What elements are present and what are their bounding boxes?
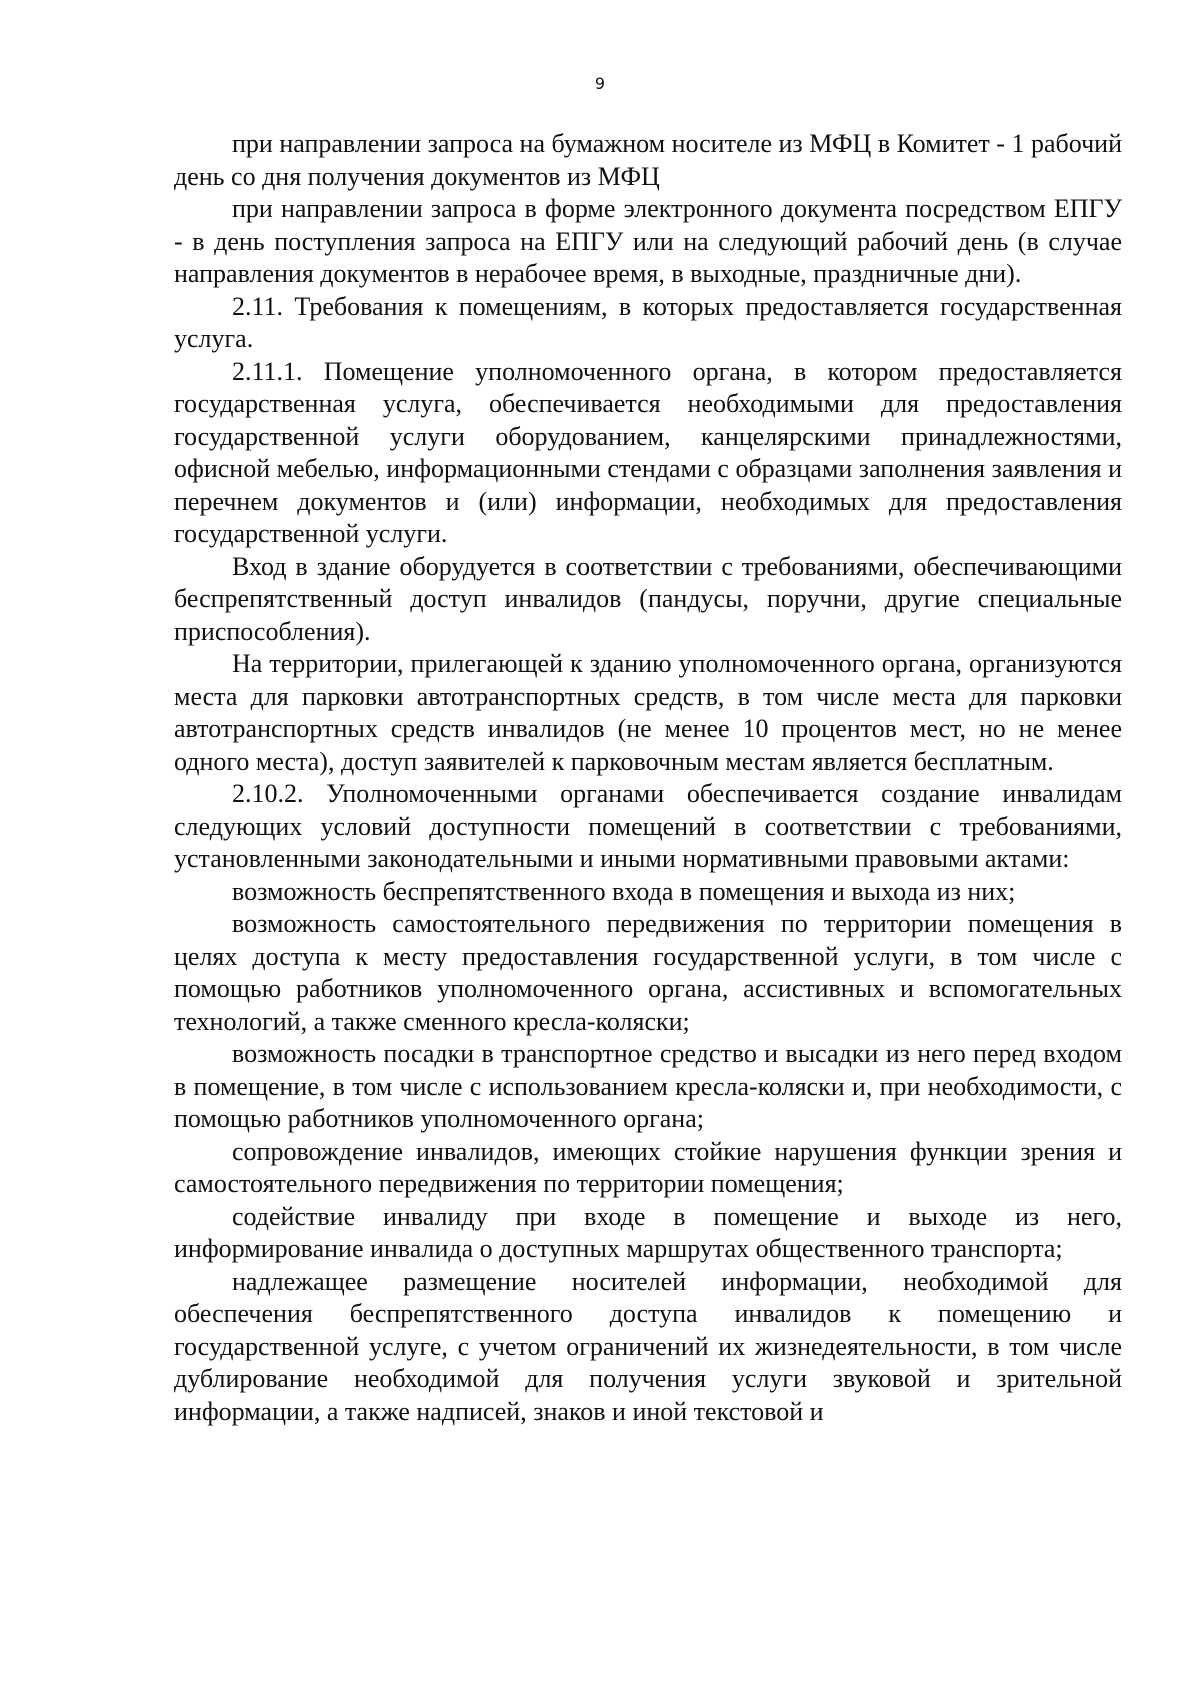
paragraph-section-2-11-heading: 2.11. Требования к помещениям, в которых предоставляется государственная услуга. bbox=[174, 291, 1122, 353]
paragraph-parking: На территории, прилегающей к зданию уполномоченного органа, организуются места для парковки автотранспортных средств, в том числе места для парковки автотранспортных средств инвалидов (не менее 10 процентов мест, но не менее одного места), доступ заявителей к парковочным местам является бесплатным. bbox=[174, 649, 1122, 776]
document-body bbox=[174, 128, 1122, 1428]
paragraph-section-2-10-2: 2.10.2. Уполномоченными органами обеспечивается создание инвалидам следующих условий доступности помещений в соответствии с требованиями, установленными законодательными и иными нормативными правовыми актами: bbox=[174, 779, 1122, 873]
paragraph-section-2-11-1: 2.11.1. Помещение уполномоченного органа, в котором предоставляется государственная услуга, обеспечивается необходимыми для предоставления государственной услуги оборудованием, канцелярскими принадлежностями, офисной мебелью, информационными стендами с образцами заполнения заявления и перечнем документов и (или) информации, необходимых для предоставления государственной услуги. bbox=[174, 356, 1122, 548]
paragraph-vehicle-boarding: возможность посадки в транспортное средство и высадки из него перед входом в помещение, в том числе с использованием кресла-коляски и, при необходимости, с помощью работников уполномоченного органа; bbox=[174, 1039, 1122, 1133]
paragraph-assistance-transport-info: содействие инвалиду при входе в помещение и выходе из него, информирование инвалида о доступных маршрутах общественного транспорта; bbox=[174, 1201, 1122, 1263]
paragraph-information-placement: надлежащее размещение носителей информации, необходимой для обеспечения беспрепятственного доступа инвалидов к помещению и государственной услуге, с учетом ограничений их жизнедеятельности, в том числе дублирование необходимой для получения услуги звуковой и зрительной информации, а также надписей, знаков и иной текстовой и bbox=[174, 1266, 1122, 1426]
paragraph-independent-movement: возможность самостоятельного передвижения по территории помещения в целях доступа к месту предоставления государственной услуги, в том числе с помощью работников уполномоченного органа, ассистивных и вспомогательных технологий, а также сменного кресла-коляски; bbox=[174, 909, 1122, 1036]
paragraph-electronic-request-timing: при направлении запроса в форме электронного документа посредством ЕПГУ - в день поступления запроса на ЕПГУ или на следующий рабочий день (в случае направления документов в нерабочее время, в выходные, праздничные дни). bbox=[174, 194, 1122, 288]
page-number: 9 bbox=[594, 74, 606, 93]
paragraph-paper-request-timing: при направлении запроса на бумажном носителе из МФЦ в Комитет - 1 рабочий день со дня получения документов из МФЦ bbox=[174, 129, 1122, 191]
paragraph-escort-visually-impaired: сопровождение инвалидов, имеющих стойкие нарушения функции зрения и самостоятельного передвижения по территории помещения; bbox=[174, 1136, 1122, 1198]
paragraph-building-entrance: Вход в здание оборудуется в соответствии с требованиями, обеспечивающими беспрепятственный доступ инвалидов (пандусы, поручни, другие специальные приспособления). bbox=[174, 551, 1122, 646]
paragraph-unobstructed-entry: возможность беспрепятственного входа в помещения и выхода из них; bbox=[232, 876, 1016, 906]
